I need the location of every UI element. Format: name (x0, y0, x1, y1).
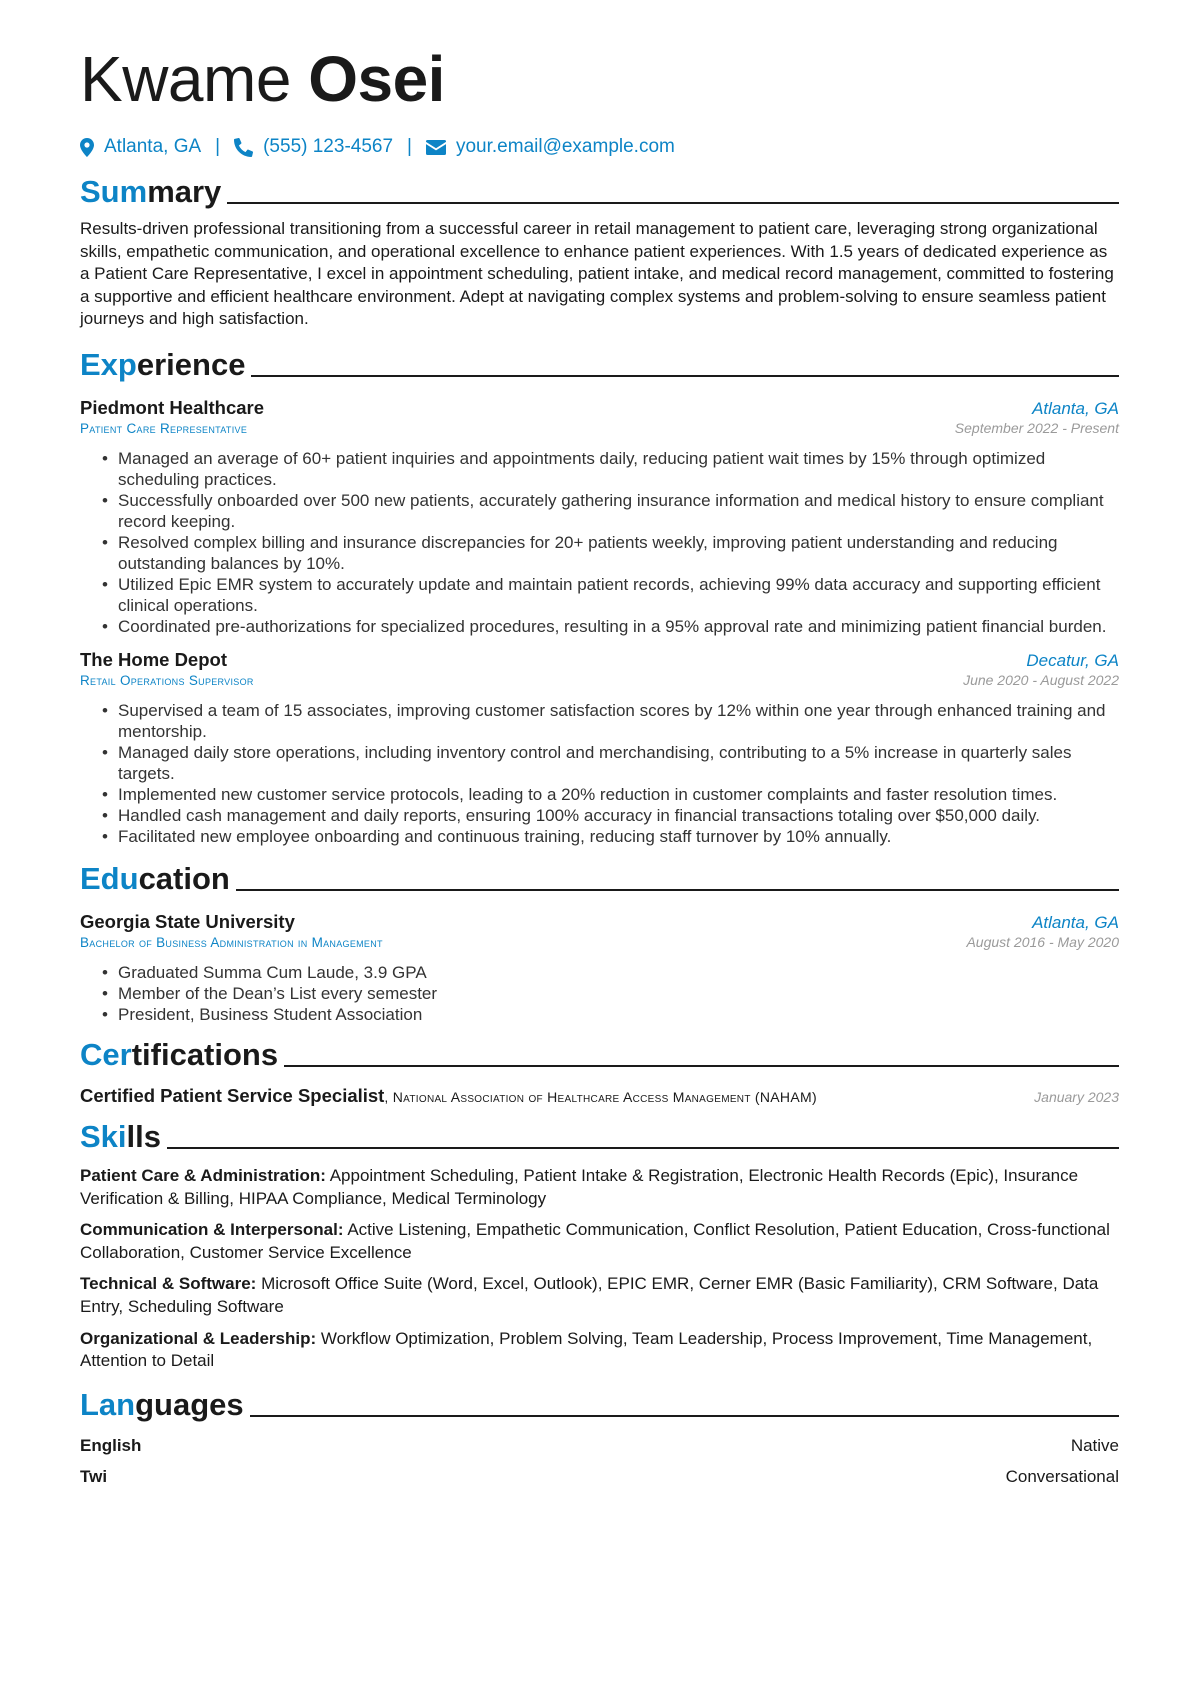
section-title: Experience (80, 346, 246, 382)
section-divider (250, 1415, 1119, 1417)
section-divider (251, 375, 1119, 377)
list-item: • Resolved complex billing and insurance discrepancies for 20+ patients weekly, improving patient understanding and reducing outstanding balances by 10%. (102, 532, 1119, 574)
language-row (80, 1435, 1119, 1457)
skill-group-items: Appointment Scheduling, Patient Intake & Registration, Electronic Health Records (Epic), Insurance Verification & Billing, HIPAA Compliance, Medical Terminology (80, 1165, 1079, 1208)
list-item: • Managed an average of 60+ patient inquiries and appointments daily, reducing patient wait times by 15% through optimized scheduling practices. (102, 448, 1119, 490)
list-item: • Supervised a team of 15 associates, improving customer satisfaction scores by 12% within one year through enhanced training and mentorship. (102, 700, 1119, 742)
contact-line (80, 134, 1119, 160)
job-location: Decatur, GA (1026, 650, 1119, 670)
contact-phone[interactable] (234, 136, 393, 158)
resume-page (80, 40, 1119, 1488)
skill-group-label: Patient Care & Administration: (80, 1165, 326, 1185)
email-link: your.email@example.com (455, 136, 675, 157)
certification-entry (80, 1085, 1119, 1107)
employer-name: Piedmont Healthcare (80, 396, 265, 418)
achievement-list (102, 700, 1119, 847)
list-item: • Graduated Summa Cum Laude, 3.9 GPA (102, 962, 1119, 983)
phone-icon (234, 138, 253, 157)
languages-heading (80, 1387, 1119, 1423)
skill-group (80, 1219, 1119, 1264)
skill-group (80, 1328, 1119, 1373)
certification-issuer: , National Association of Healthcare Access Management (NAHAM) (384, 1088, 817, 1105)
skill-group-items: Microsoft Office Suite (Word, Excel, Outlook), EPIC EMR, Cerner EMR (Basic Familiarity), CRM Software, Data Entry, Scheduling Software (80, 1274, 1099, 1316)
education-list (102, 962, 1119, 1025)
language-level: Native (1070, 1435, 1119, 1455)
school-location: Atlanta, GA (1032, 912, 1119, 932)
experience-entry (80, 649, 1119, 847)
skills-list (80, 1165, 1119, 1373)
skill-group-label: Organizational & Leadership: (80, 1328, 317, 1348)
job-title: Patient Care Representative (80, 420, 248, 436)
list-item: • Implemented new customer service protocols, leading to a 20% reduction in customer complaints and faster resolution times. (102, 784, 1119, 805)
section-title: Skills (80, 1118, 161, 1154)
envelope-icon (426, 140, 446, 155)
contact-location (80, 136, 201, 158)
school-name: Georgia State University (80, 910, 295, 932)
list-item: • Coordinated pre-authorizations for specialized procedures, resulting in a 95% approval rate and minimizing patient financial burden. (102, 616, 1119, 637)
certification-name: Certified Patient Service Specialist (80, 1084, 385, 1106)
job-title: Retail Operations Supervisor (80, 672, 254, 688)
language-name: English (80, 1435, 142, 1455)
list-item: • Managed daily store operations, including inventory control and merchandising, contributing to a 5% increase in quarterly sales targets. (102, 742, 1119, 784)
location-text: Atlanta, GA (104, 136, 202, 157)
languages-list (80, 1435, 1119, 1488)
list-item: • Handled cash management and daily reports, ensuring 100% accuracy in financial transactions totaling over $50,000 daily. (102, 805, 1119, 826)
language-name: Twi (80, 1466, 108, 1486)
first-name: Kwame (80, 43, 291, 115)
list-item: • Facilitated new employee onboarding and continuous training, reducing staff turnover by 10% annually. (102, 826, 1119, 847)
summary-heading (80, 174, 1119, 210)
skill-group-items: Active Listening, Empathetic Communication, Conflict Resolution, Patient Education, Cross-functional Collaboration, Customer Service Excellence (80, 1220, 1110, 1262)
skills-heading (80, 1119, 1119, 1155)
job-dates: June 2020 - August 2022 (963, 671, 1119, 688)
section-title: Certifications (80, 1036, 279, 1072)
job-dates: September 2022 - Present (954, 419, 1119, 436)
language-row (80, 1466, 1119, 1488)
section-divider (167, 1147, 1119, 1149)
language-level: Conversational (1005, 1466, 1119, 1486)
list-item: • Member of the Dean’s List every semester (102, 983, 1119, 1004)
certifications-heading (80, 1037, 1119, 1073)
list-item: • Successfully onboarded over 500 new patients, accurately gathering insurance information and medical history to ensure compliant record keeping. (102, 490, 1119, 532)
degree-title: Bachelor of Business Administration in Management (80, 934, 383, 950)
phone-text: (555) 123-4567 (263, 136, 394, 157)
employer-name: The Home Depot (80, 648, 227, 670)
contact-separator: | (215, 136, 221, 157)
skill-group-label: Technical & Software: (80, 1274, 257, 1294)
section-divider (284, 1065, 1119, 1067)
section-title: Education (80, 860, 230, 896)
experience-entry (80, 397, 1119, 637)
skill-group-items: Workflow Optimization, Problem Solving, Team Leadership, Process Improvement, Time Management, Attention to Detail (80, 1328, 1093, 1371)
certification-date: January 2023 (1034, 1088, 1119, 1105)
contact-email[interactable] (426, 136, 675, 158)
section-title: Summary (80, 174, 222, 209)
skill-group (80, 1165, 1119, 1210)
section-divider (236, 889, 1119, 891)
last-name: Osei (308, 43, 445, 115)
list-item: • Utilized Epic EMR system to accurately update and maintain patient records, achieving 99% data accuracy and supporting efficient clinical operations. (102, 574, 1119, 616)
contact-separator: | (407, 136, 412, 157)
section-divider (227, 202, 1119, 204)
candidate-name (80, 40, 1119, 118)
achievement-list (102, 448, 1119, 637)
summary-text: Results-driven professional transitioning from a successful career in retail management to patient care, leveraging strong organizational skills, empathetic communication, and operational excellence to enhance patient experiences. With 1.5 years of dedicated experience as a Patient Care Representative, I excel in appointment scheduling, patient intake, and medical record management, committed to fostering a supportive and efficient healthcare environment. Adept at navigating complex systems and problem-solving to ensure seamless patient journeys and high satisfaction. (80, 219, 1114, 329)
education-dates: August 2016 - May 2020 (966, 933, 1119, 950)
experience-heading (80, 347, 1119, 383)
skill-group-label: Communication & Interpersonal: (80, 1220, 344, 1240)
education-entry (80, 911, 1119, 1025)
list-item: • President, Business Student Association (102, 1004, 1119, 1025)
section-title: Languages (80, 1386, 244, 1422)
skill-group (80, 1273, 1119, 1318)
map-pin-icon (80, 138, 94, 157)
education-heading (80, 861, 1119, 897)
job-location: Atlanta, GA (1032, 398, 1119, 418)
